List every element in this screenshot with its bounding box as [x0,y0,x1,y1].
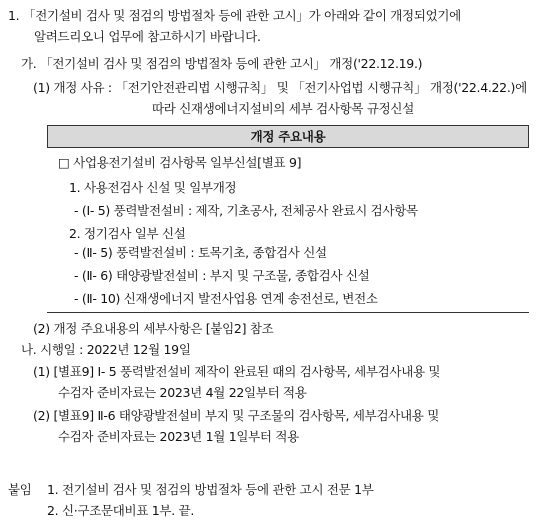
summary-header-title: 개정 주요내용 [250,129,326,144]
na-item2-line2: 수검자 준비자료는 2023년 1월 1일부터 적용 [58,429,299,444]
summary-item-5: - (Ⅱ- 6) 태양광발전설비 : 부지 및 구조물, 종합검사 신설 [74,268,370,283]
reason-line-1: (1) 개정 사유 : 「전기안전관리법 시행규칙」 및 「전기사업법 시행규칙」 개정('22.4.22.)에 [33,80,527,95]
summary-bottom-rule [47,312,529,313]
attachments-label: 붙임 [8,482,32,497]
na-item2-line1: (2) [별표9] Ⅱ-6 태양광발전설비 부지 및 구조물의 검사항목, 세부검사내용 및 [33,408,439,423]
section-ga-title: 가. 「전기설비 검사 및 점검의 방법절차 등에 관한 고시」 개정('22.12.19.) [21,56,423,71]
reason-line-2: 따라 신재생에너지설비의 세부 검사항목 규정신설 [152,101,414,116]
summary-item-6: - (Ⅱ- 10) 신재생에너지 발전사업용 연계 송전선로, 변전소 [74,291,378,306]
detail-note: (2) 개정 주요내용의 세부사항은 [붙임2] 참조 [33,321,274,336]
na-item1-line1: (1) [별표9] Ⅰ- 5 풍력발전설비 제작이 완료된 때의 검사항목, 세부검사내용 및 [33,364,441,379]
attachment-item-2: 2. 신·구조문대비표 1부. 끝. [47,503,194,518]
na-item1-line2: 수검자 준비자료는 2023년 4월 22일부터 적용 [58,385,307,400]
section-na-title: 나. 시행일 : 2022년 12월 19일 [21,342,191,357]
attachment-item-1: 1. 전기설비 검사 및 점검의 방법절차 등에 관한 고시 전문 1부 [47,482,374,497]
summary-item-4: - (Ⅱ- 5) 풍력발전설비 : 토목기초, 종합검사 신설 [74,245,327,260]
summary-item-3: 2. 정기검사 일부 신설 [69,226,186,241]
notice-line-1: 1. 「전기설비 검사 및 점검의 방법절차 등에 관한 고시」가 아래와 같이 개정되었기에 [8,8,461,23]
summary-item-2: - (Ⅰ- 5) 풍력발전설비 : 제작, 기초공사, 전체공사 완료시 검사항목 [74,203,418,218]
summary-item-1: 1. 사용전검사 신설 및 일부개정 [69,180,237,195]
summary-header-box [47,125,529,148]
summary-item-0: □ 사업용전기설비 검사항목 일부신설[별표 9] [58,155,302,170]
notice-line-2: 알려드리오니 업무에 참고하시기 바랍니다. [34,29,261,44]
